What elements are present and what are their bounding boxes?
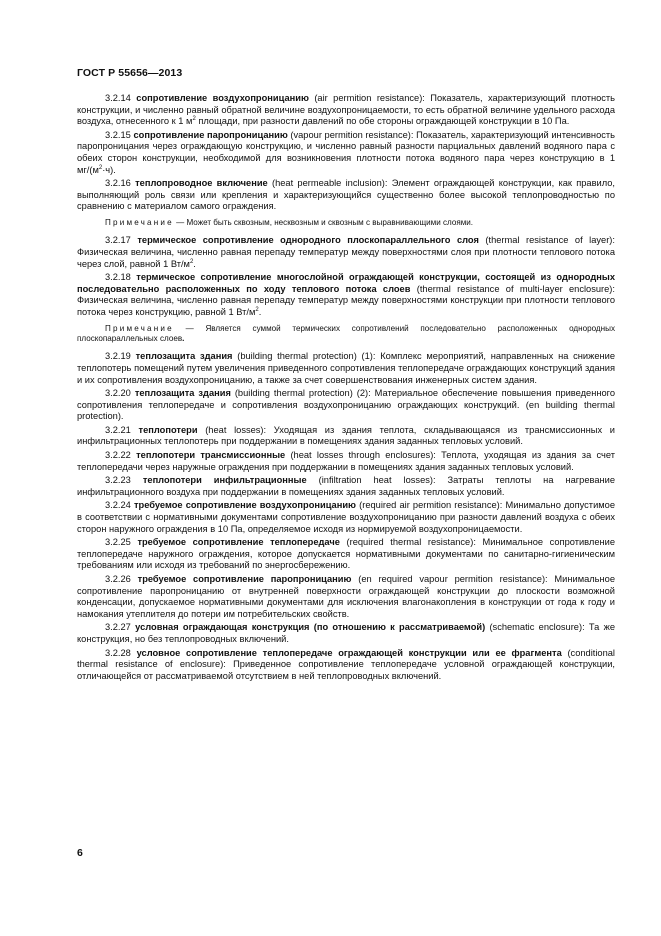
- term-number: 3.2.26: [105, 574, 131, 584]
- term-name: условное сопротивление теплопередаче ограждающей конструкции или ее фрагмента: [136, 647, 562, 658]
- term-name: теплопроводное включение: [135, 178, 268, 189]
- term-definition: (required thermal resistance): Минимальное сопротивление теплопередаче наружного ограждения, которое допускается нормативными документами по санитарно-гигиеническим требованиям или исходя из требований по энергосбережению.: [77, 537, 615, 571]
- term-number: 3.2.20: [105, 388, 131, 399]
- note-text: — Может быть сквозным, несквозным и сквозным с выравнивающими слоями.: [173, 217, 474, 227]
- term-name: условная ограждающая конструкция (по отношению к рассматриваемой): [135, 622, 486, 633]
- term-definition-end: ·ч).: [102, 164, 116, 175]
- term-name: термическое сопротивление многослойной ограждающей конструкции, состоящей из однородных последовательно расположенных по ходу теплового потока слоев: [77, 272, 615, 294]
- term-3-2-14: [77, 93, 615, 128]
- term-definition: (vapour permition resistance): Показатель, характеризующий интенсивность паропроницания через ограждающую конструкцию, и численно равный разности парциальных давлений водяного пара с обеих сторон конструкции, необходимой для возникновения плотности потока водяного пара через конструкцию в 1 мг/(м: [77, 129, 615, 175]
- term-3-2-18: [77, 272, 615, 318]
- term-3-2-15: [77, 130, 615, 176]
- term-definition: (heat permeable inclusion): Элемент ограждающей конструкции, как правило, выполняющий роль связи или крепления и характеризующийся существенно более высокой теплопроводностью по сравнению с материалом самого ограждения.: [77, 178, 615, 212]
- term-definition: (en required vapour permition resistance): Минимальное сопротивление паропроницанию от внутренней поверхности ограждающей конструкции до плоскости возможной конденсации, допускаемое нормативными документами для исключения влагонакопления в конструкции от года к году и намокания утеплителя до потери им потребительских свойств.: [77, 574, 615, 619]
- note-text: — Является суммой термических сопротивлений последовательно расположенных однородных плоскопараллельных слоев: [77, 323, 615, 343]
- superscript: 2: [189, 258, 194, 265]
- term-number: 3.2.21: [105, 424, 131, 435]
- term-name: сопротивление паропроницанию: [133, 129, 288, 140]
- term-name: сопротивление воздухопроницанию: [136, 93, 309, 103]
- superscript: 2: [192, 116, 196, 123]
- note-2: [77, 324, 615, 345]
- term-3-2-16: [77, 178, 615, 213]
- term-definition-end: площади, при разности давлений по обе стороны ограждающей конструкции в 10 Па.: [195, 116, 570, 127]
- term-3-2-23: [77, 475, 615, 498]
- term-number: 3.2.17: [105, 235, 131, 246]
- term-definition: (heat losses): Уходящая из здания теплота, складывающаяся из трансмиссионных и инфильтрационных теплопотерь при поддержании в помещениях здания заданных тепловых условий.: [77, 424, 615, 447]
- term-3-2-25: [77, 537, 615, 572]
- term-name: требуемое сопротивление теплопередаче: [137, 537, 340, 548]
- note-1: [77, 218, 615, 228]
- term-name: теплопотери инфильтрационные: [142, 475, 307, 486]
- term-3-2-26: [77, 574, 615, 620]
- term-definition-end: .: [193, 258, 196, 269]
- term-number: 3.2.18: [105, 272, 131, 283]
- term-name: теплозащита здания: [134, 388, 231, 399]
- term-3-2-22: [77, 450, 615, 473]
- term-number: 3.2.19: [105, 351, 131, 362]
- term-definition: (heat losses through enclosures): Теплота, уходящая из здания за счет теплопередачи через наружные ограждения при поддержании в помещениях здания заданных тепловых условий.: [77, 450, 615, 472]
- term-3-2-20: [77, 388, 615, 423]
- term-definition-end: .: [258, 306, 262, 317]
- note-end: .: [182, 333, 185, 343]
- term-3-2-21: [77, 425, 615, 448]
- term-number: 3.2.14: [105, 93, 131, 103]
- term-name: теплозащита здания: [135, 351, 233, 362]
- term-name: требуемое сопротивление воздухопроницанию: [133, 500, 357, 511]
- term-definition: (air permition resistance): Показатель, характеризующий плотность конструкции, и численно равный обратной величине воздухопроницаемости, то есть обратной величине удельного расхода воздуха, отнесенного к 1 м: [77, 93, 615, 127]
- term-3-2-28: [77, 648, 615, 683]
- term-3-2-19: [77, 351, 615, 386]
- term-number: 3.2.28: [105, 647, 131, 658]
- term-definition: (building thermal protection) (1): Комплекс мероприятий, направленных на снижение теплопотерь помещений путем увеличения приведенного сопротивления теплопередаче ограждающих конструкций здания и их сопротивления воздухопроницанию, а также за счет совершенствования инженерных систем здания.: [77, 351, 615, 385]
- term-number: 3.2.25: [105, 537, 131, 548]
- term-definition: (thermal resistance of multi-layer enclosure): Физическая величина, численно равная перепаду температур между поверхностями конструкции при плотности теплового потока через конструкцию, равной 1 Вт/м: [77, 283, 615, 317]
- term-3-2-17: [77, 235, 615, 270]
- term-3-2-24: [77, 500, 615, 535]
- term-number: 3.2.22: [105, 450, 131, 461]
- note-label: Примечание: [105, 323, 174, 333]
- term-definition: (infiltration heat losses): Затраты теплоты на нагревание инфильтрационного воздуха при поддержании в помещениях здания заданных тепловых условий.: [77, 475, 615, 497]
- term-3-2-27: [77, 622, 615, 645]
- document-body: [77, 93, 615, 684]
- term-name: теплопотери трансмиссионные: [136, 450, 286, 461]
- term-name: термическое сопротивление однородного плоскопараллельного слоя: [137, 235, 479, 246]
- term-name: теплопотери: [138, 424, 198, 435]
- term-number: 3.2.24: [105, 500, 131, 511]
- term-name: требуемое сопротивление паропроницанию: [137, 574, 352, 584]
- term-definition: (thermal resistance of layer): Физическая величина, численно равная перепаду температур между поверхностями слоя при плотности теплового потока через слой, равной 1 Вт/м: [77, 235, 615, 269]
- standard-header: ГОСТ Р 55656—2013: [77, 67, 183, 79]
- note-label: Примечание: [105, 217, 174, 227]
- term-number: 3.2.15: [105, 129, 131, 140]
- term-definition: (building thermal protection) (2): Материальное обеспечение повышения приведенного сопротивления теплопередаче и сопротивления воздухопроницанию ограждающих конструкций. (en building thermal protection).: [77, 388, 615, 422]
- term-definition: (conditional thermal resistance of enclosure): Приведенное сопротивление теплопередаче условной ограждающей конструкции, отличающейся от рассматриваемой отсутствием в ней теплопроводных включений.: [77, 647, 616, 681]
- term-definition: (schematic enclosure): Та же конструкция, но без теплопроводных включений.: [77, 622, 615, 644]
- term-definition: (required air permition resistance): Минимально допустимое в соответствии с нормативными документами сопротивление воздухопроницанию при разности давлений воздуха с обеих сторон наружного ограждения в 10 Па, определяемое исходя из нормируемой воздухопроницаемости.: [77, 500, 615, 534]
- page-number: 6: [77, 847, 83, 859]
- term-number: 3.2.23: [105, 475, 131, 486]
- term-number: 3.2.27: [105, 622, 131, 633]
- superscript: 2: [255, 306, 259, 313]
- term-number: 3.2.16: [105, 178, 131, 189]
- superscript: 2: [98, 164, 103, 171]
